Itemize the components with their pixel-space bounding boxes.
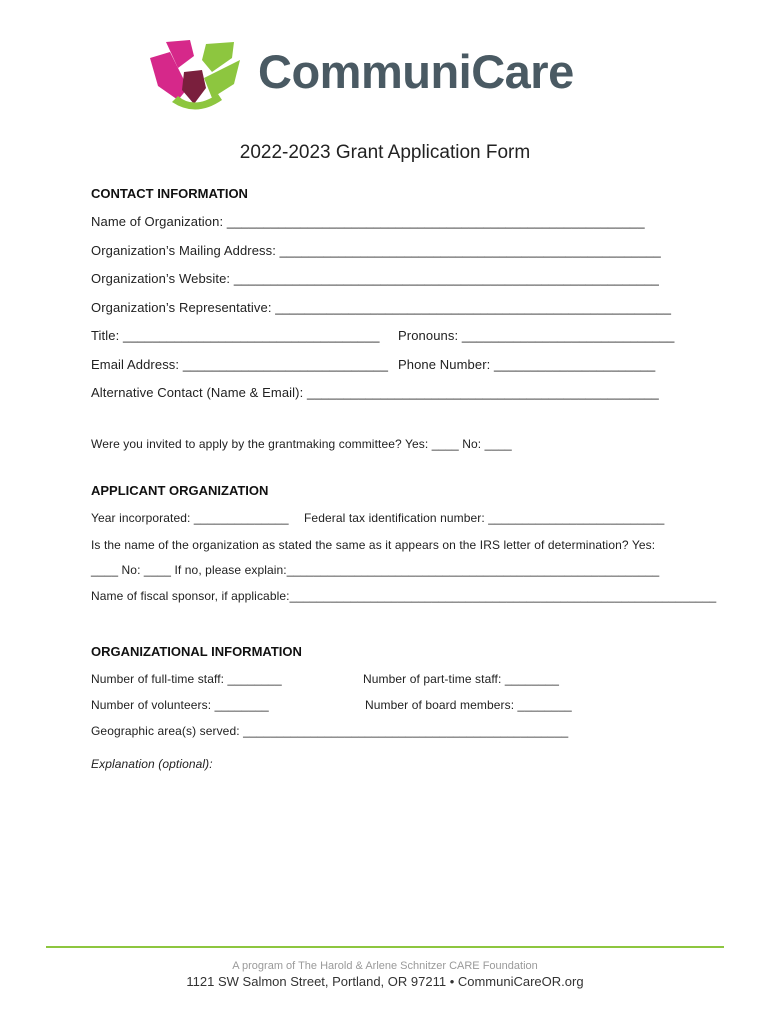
mailing-address-field[interactable]: Organization’s Mailing Address: ____________________________________________________	[91, 243, 661, 258]
phone-field[interactable]: Phone Number: ______________________	[398, 357, 656, 372]
footer-divider	[46, 946, 724, 948]
geographic-area-field[interactable]: Geographic area(s) served: ________________________________________________	[91, 724, 569, 738]
tax-id-field[interactable]: Federal tax identification number: __________________________	[304, 511, 665, 525]
irs-answer-field[interactable]: ____ No: ____ If no, please explain:_______________________________________________________	[91, 563, 660, 577]
website-field[interactable]: Organization’s Website: __________________________________________________________	[91, 271, 659, 286]
board-members-field[interactable]: Number of board members: ________	[365, 698, 572, 712]
brand-name: CommuniCare	[258, 45, 574, 98]
volunteers-field[interactable]: Number of volunteers: ________	[91, 698, 269, 712]
irs-question: Is the name of the organization as stated the same as it appears on the IRS letter of determination? Yes:	[91, 538, 656, 552]
email-field[interactable]: Email Address: ____________________________	[91, 357, 389, 372]
title-field[interactable]: Title: ___________________________________	[91, 328, 380, 343]
year-incorporated-field[interactable]: Year incorporated: ______________	[91, 511, 289, 525]
fiscal-sponsor-field[interactable]: Name of fiscal sponsor, if applicable:_______________________________________________________________	[91, 589, 717, 603]
pronouns-field[interactable]: Pronouns: _____________________________	[398, 328, 675, 343]
communicare-logo-icon	[148, 38, 244, 114]
parttime-staff-field[interactable]: Number of part-time staff: ________	[363, 672, 560, 686]
representative-field[interactable]: Organization’s Representative: ______________________________________________________	[91, 300, 672, 315]
fulltime-staff-field[interactable]: Number of full-time staff: ________	[91, 672, 282, 686]
form-title: 2022-2023 Grant Application Form	[239, 142, 531, 163]
invited-question[interactable]: Were you invited to apply by the grantmaking committee? Yes: ____ No: ____	[91, 437, 512, 451]
footer-address: 1121 SW Salmon Street, Portland, OR 97211 • CommuniCareOR.org	[186, 974, 584, 989]
explanation-label: Explanation (optional):	[91, 757, 213, 771]
organizational-heading: ORGANIZATIONAL INFORMATION	[91, 644, 302, 659]
org-name-field[interactable]: Name of Organization: _________________________________________________________	[91, 214, 645, 229]
footer-program: A program of The Harold & Arlene Schnitzer CARE Foundation	[232, 960, 538, 972]
applicant-heading: APPLICANT ORGANIZATION	[91, 483, 269, 498]
alt-contact-field[interactable]: Alternative Contact (Name & Email): ________________________________________________	[91, 385, 659, 400]
contact-heading: CONTACT INFORMATION	[91, 186, 248, 201]
